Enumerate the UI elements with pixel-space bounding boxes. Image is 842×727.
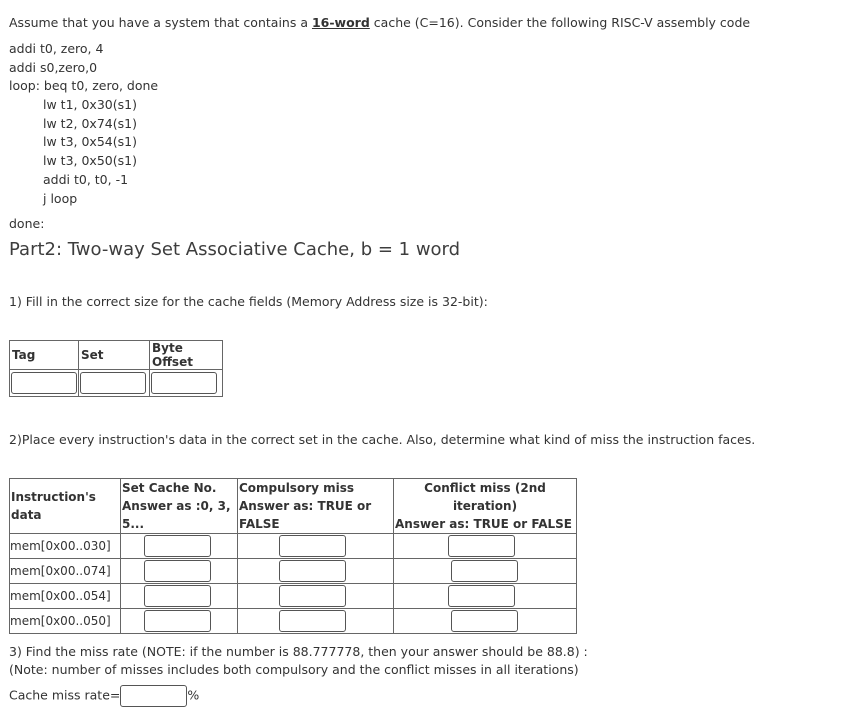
compulsory-input[interactable] <box>279 610 346 632</box>
instr-cell: mem[0x00..054] <box>10 584 121 609</box>
compulsory-input[interactable] <box>279 585 346 607</box>
set-header: Set <box>79 341 150 370</box>
code-line: lw t3, 0x50(s1) <box>43 153 137 168</box>
intro-text <box>9 15 750 30</box>
instr-cell: mem[0x00..074] <box>10 559 121 584</box>
tag-input[interactable] <box>11 372 77 394</box>
intro-after: cache (C=16). Consider the following RISC-V assembly code <box>369 15 751 30</box>
tag-header: Tag <box>10 341 79 370</box>
code-line: lw t3, 0x54(s1) <box>43 134 137 149</box>
set-cache-hint: Answer as :0, 3, 5... <box>122 499 231 531</box>
miss-rate-label: Cache miss rate= <box>9 687 121 703</box>
compulsory-input[interactable] <box>279 560 346 582</box>
intro-emphasis: 16-word <box>311 15 370 30</box>
code-line: j loop <box>43 191 78 206</box>
code-line: lw t1, 0x30(s1) <box>43 97 137 112</box>
instr-cell: mem[0x00..050] <box>10 609 121 634</box>
conflict-input[interactable] <box>451 560 518 582</box>
instr-cell: mem[0x00..030] <box>10 534 121 559</box>
set-no-input[interactable] <box>144 610 211 632</box>
part2-heading: Part2: Two-way Set Associative Cache, b = 1 word <box>9 239 461 260</box>
instr-data-header: Instruction's data <box>10 479 121 534</box>
code-line: lw t2, 0x74(s1) <box>43 116 137 131</box>
conflict-title: Conflict miss (2nd iteration) <box>424 481 546 513</box>
conflict-input[interactable] <box>448 585 515 607</box>
q1-prompt: 1) Fill in the correct size for the cache fields (Memory Address size is 32-bit): <box>9 294 488 309</box>
set-input[interactable] <box>80 372 146 394</box>
set-no-input[interactable] <box>144 535 211 557</box>
q3-note: (Note: number of misses includes both compulsory and the conflict misses in all iterations) <box>9 662 579 677</box>
intro-before: Assume that you have a system that contains a <box>9 15 312 30</box>
code-line: loop: beq t0, zero, done <box>9 78 159 93</box>
byte-offset-input[interactable] <box>151 372 217 394</box>
code-line: done: <box>9 216 45 231</box>
set-cell <box>79 370 150 397</box>
table-row <box>10 559 577 584</box>
conflict-input[interactable] <box>448 535 515 557</box>
set-cache-header <box>121 479 238 534</box>
set-cache-title: Set Cache No. <box>122 481 217 495</box>
conflict-header <box>394 479 577 534</box>
cache-fields-table <box>9 340 223 397</box>
table-row <box>10 609 577 634</box>
miss-rate-input[interactable] <box>120 685 187 707</box>
conflict-hint: Answer as: TRUE or FALSE <box>395 517 572 531</box>
compulsory-title: Compulsory miss <box>239 481 355 495</box>
code-line: addi t0, zero, 4 <box>9 41 104 56</box>
q2-prompt: 2)Place every instruction's data in the correct set in the cache. Also, determine what kind of miss the instruction faces. <box>9 432 756 447</box>
code-line: addi s0,zero,0 <box>9 60 98 75</box>
table-row <box>10 584 577 609</box>
byte-offset-header: Byte Offset <box>150 341 223 370</box>
byte-offset-cell <box>150 370 223 397</box>
set-no-input[interactable] <box>144 585 211 607</box>
code-line: addi t0, t0, -1 <box>43 172 129 187</box>
compulsory-hint: Answer as: TRUE or FALSE <box>239 499 372 531</box>
set-no-input[interactable] <box>144 560 211 582</box>
conflict-input[interactable] <box>451 610 518 632</box>
table-row <box>10 534 577 559</box>
compulsory-header <box>238 479 394 534</box>
cache-set-table <box>9 478 577 634</box>
tag-cell <box>10 370 79 397</box>
compulsory-input[interactable] <box>279 535 346 557</box>
q3-prompt: 3) Find the miss rate (NOTE: if the number is 88.777778, then your answer should be 88.8) : <box>9 644 588 659</box>
miss-rate-row <box>9 685 199 707</box>
percent-unit: % <box>187 687 200 703</box>
